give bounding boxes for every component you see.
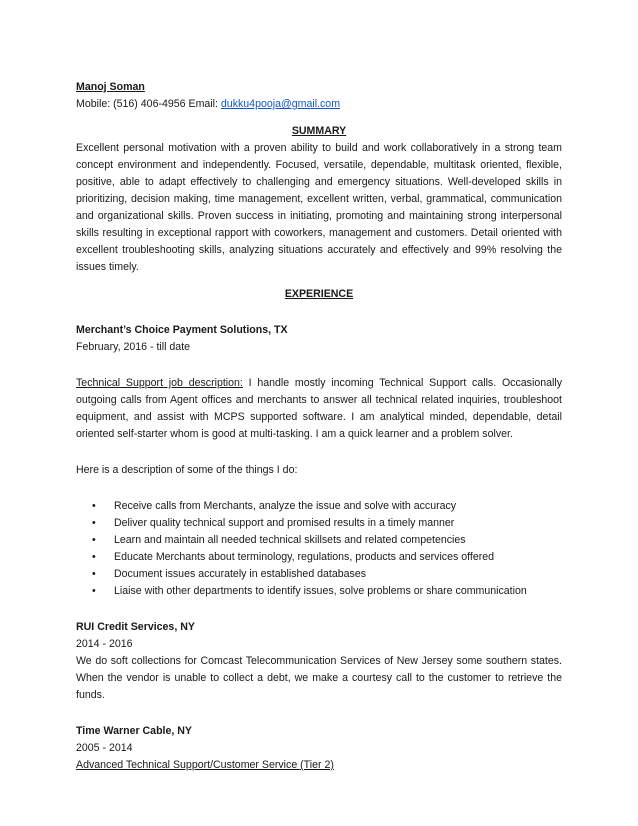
job-3-dates: 2005 - 2014	[76, 742, 133, 754]
job-1-dates: February, 2016 - till date	[76, 341, 191, 353]
list-item-text: Educate Merchants about terminology, regulations, products and services offered	[114, 551, 495, 563]
bullet-icon: •	[92, 551, 96, 563]
email-label: Email:	[188, 98, 218, 110]
summary-text: Excellent personal motivation with a proven ability to build and work collaboratively in a strong team concept environment and independently. Focused, versatile, dependable, multitask oriented, flexible, positive, able to adapt effectively to challenging and emergency situations. Well-developed skills in prioritizing, decision making, time management, excellent written, verbal, grammatical, communication and organizational skills. Proven success in initiating, promoting and maintaining strong interpersonal skills resulting in exceptional rapport with coworkers, management and customers. Detail oriented with excellent troubleshooting skills, analyzing situations accurately and effectively and 99% resolving the issues timely.	[76, 142, 562, 273]
email-link[interactable]: dukku4pooja@gmail.com	[220, 98, 341, 110]
list-item-text: Receive calls from Merchants, analyze the issue and solve with accuracy	[114, 500, 457, 512]
bullet-icon: •	[92, 568, 96, 580]
summary-heading: SUMMARY	[291, 125, 347, 137]
job-2-dates: 2014 - 2016	[76, 638, 133, 650]
list-item-text: Document issues accurately in established databases	[114, 568, 367, 580]
job-3-company: Time Warner Cable, NY	[76, 725, 192, 737]
job-3-role: Advanced Technical Support/Customer Service (Tier 2)	[76, 759, 334, 771]
list-item-text: Liaise with other departments to identify issues, solve problems or share communication	[114, 585, 527, 597]
job-1-description-text: I handle mostly incoming Technical Support calls. Occasionally outgoing calls from Agent offices and merchants to answer all technical related inquiries, troubleshoot equipment, and assist with MCPS supported software. I am analytical minded, dependable, detail oriented self-starter whom is good at multi-tasking. I am a quick learner and a problem solver.	[76, 377, 562, 440]
bullet-icon: •	[92, 500, 96, 512]
job-2-company: RUI Credit Services, NY	[76, 621, 195, 633]
mobile-number: (516) 406-4956	[113, 98, 186, 110]
list-item	[76, 532, 562, 549]
job-1-intro: Here is a description of some of the things I do:	[76, 464, 298, 476]
resume-page	[76, 79, 562, 774]
bullet-icon: •	[92, 585, 96, 597]
job-1-company: Merchant’s Choice Payment Solutions, TX	[76, 324, 288, 336]
bullet-icon: •	[92, 534, 96, 546]
job-1-bullet-list	[76, 498, 562, 600]
experience-heading: EXPERIENCE	[284, 288, 354, 300]
list-item	[76, 583, 562, 600]
job-1-description	[76, 375, 562, 443]
list-item-text: Deliver quality technical support and promised results in a timely manner	[114, 517, 455, 529]
list-item	[76, 566, 562, 583]
contact-line	[76, 96, 562, 113]
candidate-name: Manoj Soman	[76, 81, 145, 93]
list-item	[76, 498, 562, 515]
bullet-icon: •	[92, 517, 96, 529]
list-item	[76, 549, 562, 566]
job-1-description-label: Technical Support job description:	[76, 377, 243, 389]
mobile-label: Mobile:	[76, 98, 111, 110]
list-item-text: Learn and maintain all needed technical skillsets and related competencies	[114, 534, 466, 546]
list-item	[76, 515, 562, 532]
job-2-description: We do soft collections for Comcast Telecommunication Services of New Jersey some southern states. When the vendor is unable to collect a debt, we make a courtesy call to the customer to retrieve the funds.	[76, 655, 562, 701]
